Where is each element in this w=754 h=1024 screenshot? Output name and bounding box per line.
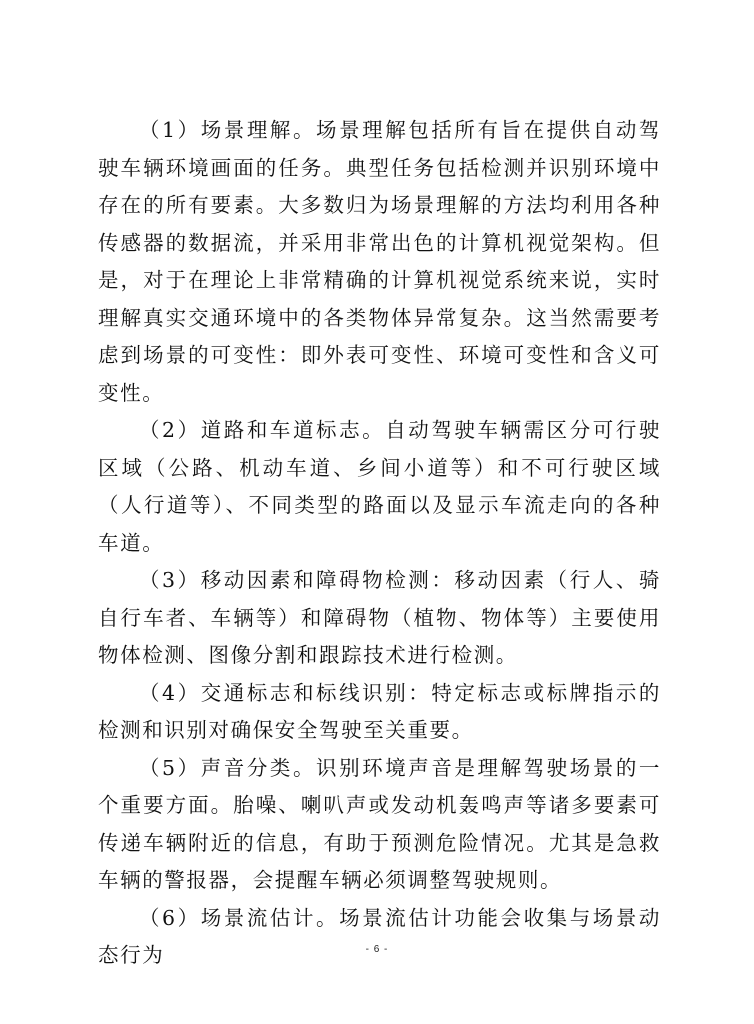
paragraph-scene-flow-estimation: （6）场景流估计。场景流估计功能会收集与场景动态行为 — [98, 905, 661, 967]
paragraph-sound-classification: （5）声音分类。识别环境声音是理解驾驶场景的一个重要方面。胎噪、喇叭声或发动机轰鸣声等诸多要素可传递车辆附近的信息，有助于预测危险情况。尤其是急救车辆的警报器，会提醒车辆必须调整驾驶规则。 — [98, 755, 661, 892]
paragraph-road-lane-markings: （2）道路和车道标志。自动驾驶车辆需区分可行驶区域（公路、机动车道、乡间小道等）和不可行驶区域（人行道等）、不同类型的路面以及显示车流走向的各种车道。 — [98, 418, 661, 555]
paragraph-scene-understanding: （1）场景理解。场景理解包括所有旨在提供自动驾驶车辆环境画面的任务。典型任务包括检测并识别环境中存在的所有要素。大多数归为场景理解的方法均利用各种传感器的数据流，并采用非常出色的计算机视觉架构。但是，对于在理论上非常精确的计算机视觉系统来说，实时理解真实交通环境中的各类物体异常复杂。这当然需要考虑到场景的可变性：即外表可变性、环境可变性和含义可变性。 — [98, 118, 661, 405]
page-number: - 6 - — [365, 944, 389, 955]
paragraph-traffic-sign-recognition: （4）交通标志和标线识别：特定标志或标牌指示的检测和识别对确保安全驾驶至关重要。 — [98, 680, 661, 742]
paragraph-moving-obstacle-detection: （3）移动因素和障碍物检测：移动因素（行人、骑自行车者、车辆等）和障碍物（植物、物体等）主要使用物体检测、图像分割和跟踪技术进行检测。 — [98, 568, 661, 667]
body-text — [98, 112, 661, 975]
